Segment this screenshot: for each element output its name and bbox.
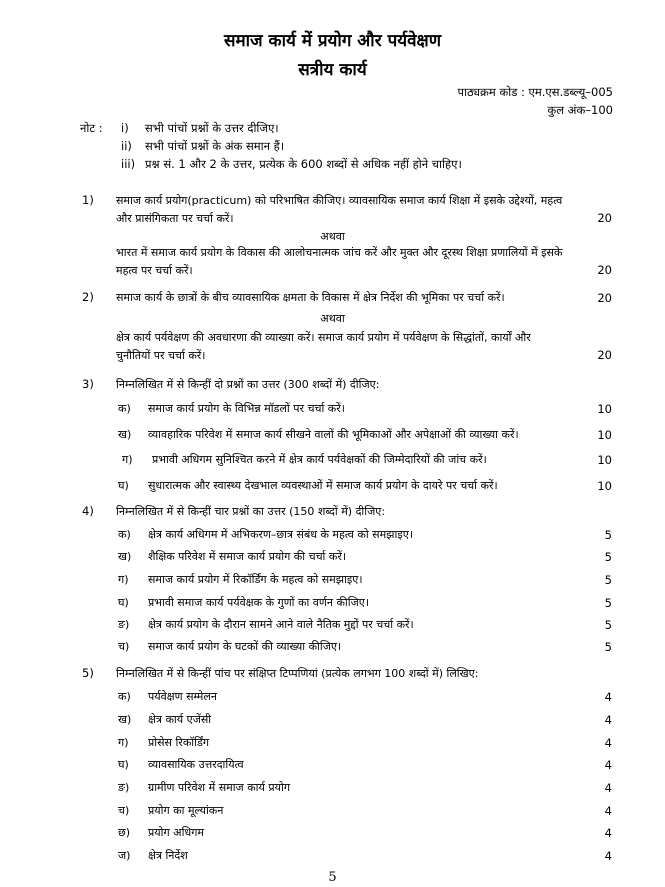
item-label: ङ): [118, 781, 130, 794]
page-subtitle: सत्रीय कार्य: [298, 60, 367, 80]
item-label: छ): [118, 826, 131, 839]
note-text-2: सभी पांचों प्रश्नों के अंक समान हैं।: [145, 139, 285, 153]
or-separator: अथवा: [320, 230, 345, 243]
question-text: भारत में समाज कार्य प्रयोग के विकास की आलोचनात्मक जांच करें और मुक्त और दूरस्थ शिक्षा प्रणालियों में इसके: [116, 246, 563, 259]
item-text: समाज कार्य प्रयोग के घटकों की व्याख्या कीजिए।: [148, 640, 342, 653]
question-intro: निम्नलिखित में से किन्हीं पांच पर संक्षिप्त टिप्पणियां (प्रत्येक लगभग 100 शब्दों में) लिखिए:: [116, 667, 479, 680]
item-label: क): [118, 402, 131, 415]
course-code: पाठ्यक्रम कोड : एम.एस.डब्ल्यू–005: [457, 85, 613, 99]
item-marks: 4: [604, 804, 612, 818]
note-num-2: ii): [121, 139, 132, 153]
note-label: नोट :: [80, 121, 103, 135]
item-label: ग): [118, 736, 129, 749]
item-marks: 4: [604, 781, 612, 795]
item-marks: 10: [597, 453, 612, 467]
item-marks: 4: [604, 758, 612, 772]
item-label: घ): [118, 479, 129, 492]
item-marks: 5: [604, 618, 612, 632]
item-text: प्रोसेस रिकॉर्डिंग: [148, 736, 210, 749]
item-text: पर्यवेक्षण सम्मेलन: [148, 690, 217, 703]
item-label: ङ): [118, 618, 130, 631]
item-text: व्यावहारिक परिवेश में समाज कार्य सीखने वालों की भूमिकाओं और अपेक्षाओं की व्याख्या करें।: [148, 428, 519, 441]
page-number: 5: [328, 870, 337, 885]
item-label: ग): [122, 453, 133, 466]
question-number: 4): [82, 504, 94, 518]
item-marks: 10: [597, 479, 612, 493]
item-label: च): [118, 804, 130, 817]
item-marks: 4: [604, 826, 612, 840]
question-marks: 20: [597, 211, 612, 225]
item-text: व्यावसायिक उत्तरदायित्व: [148, 758, 244, 771]
item-marks: 5: [604, 573, 612, 587]
question-number: 2): [82, 290, 94, 304]
page-title: समाज कार्य में प्रयोग और पर्यवेक्षण: [223, 31, 442, 51]
question-number: 5): [82, 666, 94, 680]
item-text: समाज कार्य प्रयोग में रिकॉर्डिंग के महत्व को समझाइए।: [148, 573, 363, 586]
question-intro: निम्नलिखित में से किन्हीं दो प्रश्नों का उत्तर (300 शब्दों में) दीजिए:: [116, 378, 380, 391]
item-text: प्रयोग का मूल्यांकन: [148, 804, 224, 817]
item-marks: 5: [604, 550, 612, 564]
note-num-1: i): [121, 121, 129, 135]
question-marks: 20: [597, 348, 612, 362]
item-text: क्षेत्र निर्देश: [148, 849, 188, 862]
item-text: प्रभावी अधिगम सुनिश्चित करने में क्षेत्र कार्य पर्यवेक्षकों की जिम्मेदारियों की जांच करें।: [152, 453, 487, 466]
question-number: 3): [82, 377, 94, 391]
note-num-3: iii): [121, 157, 136, 171]
item-label: घ): [118, 758, 129, 771]
item-text: क्षेत्र कार्य प्रयोग के दौरान सामने आने वाले नैतिक मुद्दों पर चर्चा करें।: [148, 618, 414, 631]
question-text: महत्व पर चर्चा करें।: [116, 264, 193, 277]
item-label: ख): [118, 713, 132, 726]
note-text-1: सभी पांचों प्रश्नों के उत्तर दीजिए।: [145, 121, 279, 135]
question-text: क्षेत्र कार्य पर्यवेक्षण की अवधारणा की व्याख्या करें। समाज कार्य प्रयोग में पर्यवेक्षण के सिद्धांतों, कार्यों और: [116, 331, 531, 344]
note-text-3: प्रश्न सं. 1 और 2 के उत्तर, प्रत्येक के 600 शब्दों से अधिक नहीं होने चाहिए।: [145, 157, 462, 171]
item-label: ग): [118, 573, 129, 586]
question-text: समाज कार्य के छात्रों के बीच व्यावसायिक क्षमता के विकास में क्षेत्र निर्देश की भूमिका पर चर्चा करें।: [116, 291, 505, 304]
total-marks: कुल अंक–100: [547, 103, 613, 117]
item-marks: 4: [604, 736, 612, 750]
question-marks: 20: [597, 291, 612, 305]
item-marks: 5: [604, 596, 612, 610]
item-label: क): [118, 528, 131, 541]
question-number: 1): [82, 193, 94, 207]
item-label: क): [118, 690, 131, 703]
item-marks: 5: [604, 640, 612, 654]
item-label: ख): [118, 428, 132, 441]
item-text: सुधारात्मक और स्वास्थ्य देखभाल व्यवस्थाओं में समाज कार्य प्रयोग के दायरे पर चर्चा करें।: [148, 479, 498, 492]
question-text: चुनौतियों पर चर्चा करें।: [116, 349, 206, 362]
item-label: घ): [118, 596, 129, 609]
item-text: क्षेत्र कार्य एजेंसी: [148, 713, 212, 726]
item-marks: 5: [604, 528, 612, 542]
or-separator: अथवा: [320, 312, 345, 325]
item-marks: 4: [604, 849, 612, 863]
item-label: च): [118, 640, 130, 653]
item-text: प्रयोग अधिगम: [148, 826, 204, 839]
item-marks: 4: [604, 690, 612, 704]
item-marks: 10: [597, 428, 612, 442]
question-marks: 20: [597, 263, 612, 277]
item-text: ग्रामीण परिवेश में समाज कार्य प्रयोग: [148, 781, 291, 794]
item-marks: 10: [597, 402, 612, 416]
question-intro: निम्नलिखित में से किन्हीं चार प्रश्नों का उत्तर (150 शब्दों में) दीजिए:: [116, 505, 386, 518]
item-label: ख): [118, 550, 132, 563]
item-marks: 4: [604, 713, 612, 727]
question-text: और प्रासंगिकता पर चर्चा करें।: [116, 212, 234, 225]
question-text: समाज कार्य प्रयोग(practicum) को परिभाषित कीजिए। व्यावसायिक समाज कार्य शिक्षा में इसके उद्देश्यों, महत्व: [116, 194, 563, 207]
item-label: ज): [118, 849, 131, 862]
item-text: क्षेत्र कार्य अधिगम में अभिकरण–छात्र संबंध के महत्व को समझाइए।: [148, 528, 413, 541]
item-text: प्रभावी समाज कार्य पर्यवेक्षक के गुणों का वर्णन कीजिए।: [148, 596, 370, 609]
item-text: समाज कार्य प्रयोग के विभिन्न मॉडलों पर चर्चा करें।: [148, 402, 345, 415]
item-text: शैक्षिक परिवेश में समाज कार्य प्रयोग की चर्चा करें।: [148, 550, 347, 563]
